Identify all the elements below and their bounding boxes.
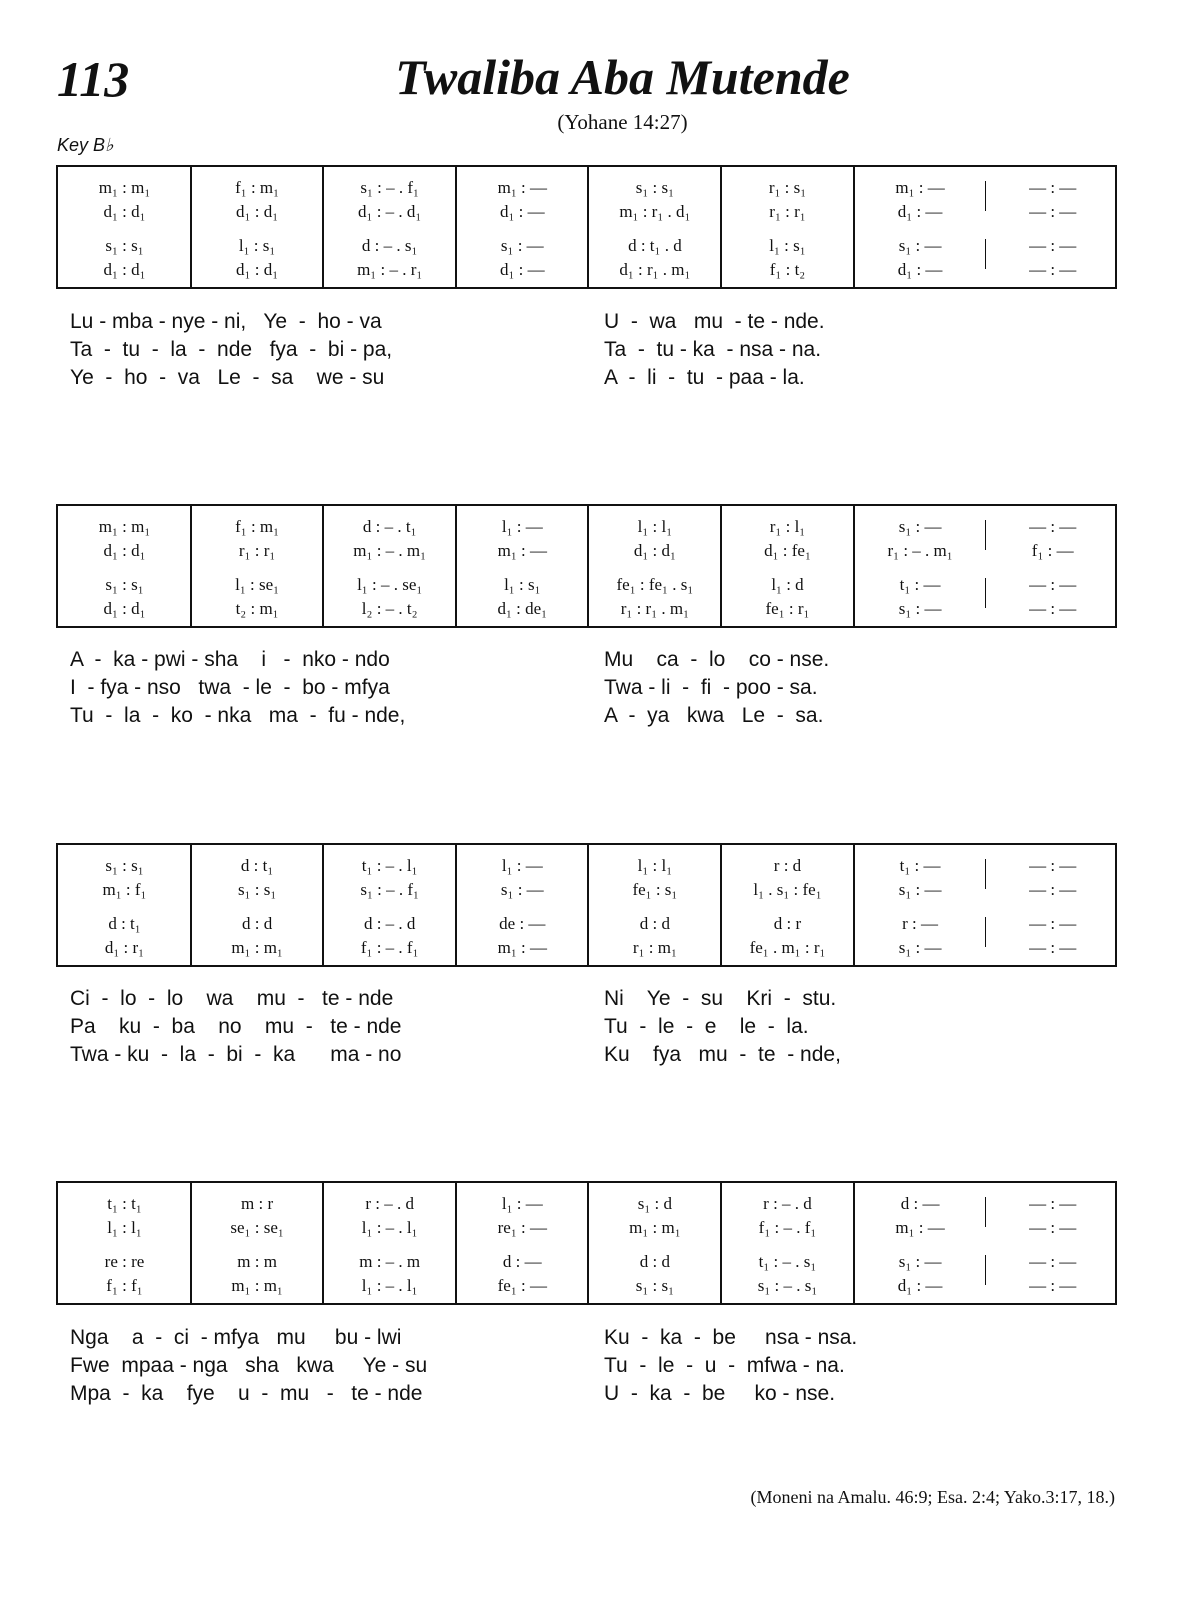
solfa-cell: l₁ : – . se₁: [357, 575, 423, 594]
solfa-cell: t₁ : —: [899, 856, 941, 875]
solfa-cell: fe₁ : fe₁ . s₁: [616, 575, 694, 594]
solfa-cell: — : —: [1029, 1218, 1077, 1237]
solfa-cell: m₁ : m₁: [98, 178, 151, 197]
solfa-cell: d₁ : r₁ . m₁: [619, 260, 691, 279]
solfa-cell: s₁ : s₁: [105, 575, 144, 594]
lyric-line: Ta - tu - ka - nsa - na.: [604, 338, 822, 361]
lyric-line: Twa - li - fi - poo - sa.: [604, 676, 818, 699]
lyric-line: Tu - le - e le - la.: [604, 1015, 809, 1038]
lyric-line: Ku - ka - be nsa - nsa.: [604, 1326, 858, 1349]
solfa-cell: fe₁ . m₁ : r₁: [749, 938, 826, 957]
solfa-cell: l₁ : s₁: [238, 236, 276, 255]
solfa-cell: r : – . d: [365, 1194, 414, 1213]
solfa-cell: m₁ : —: [895, 178, 945, 197]
solfa-cell: m₁ : r₁ . d₁: [619, 202, 691, 221]
solfa-cell: fe₁ : r₁: [765, 599, 810, 618]
solfa-cell: m₁ : m₁: [98, 517, 151, 536]
solfa-cell: s₁ : s₁: [635, 178, 675, 197]
solfa-cell: f₁ : m₁: [235, 178, 280, 197]
solfa-cell: m : m: [237, 1252, 277, 1271]
solfa-cell: t₁ : t₁: [107, 1194, 142, 1213]
solfa-cell: f₁ : —: [1031, 541, 1074, 560]
solfa-cell: l₁ : l₁: [107, 1218, 142, 1237]
solfa-cell: de : —: [499, 914, 546, 933]
solfa-cell: d : – . t₁: [362, 517, 417, 536]
solfa-cell: s₁ : —: [500, 880, 544, 899]
solfa-cell: s₁ : – . f₁: [360, 178, 419, 197]
solfa-cell: r : – . d: [763, 1194, 812, 1213]
solfa-cell: t₁ : – . s₁: [758, 1252, 817, 1271]
solfa-cell: d₁ : —: [897, 260, 943, 279]
solfa-cell: — : —: [1029, 938, 1077, 957]
solfa-cell: s₁ : s₁: [237, 880, 277, 899]
solfa-cell: re : re: [104, 1252, 145, 1271]
solfa-cell: d₁ : d₁: [103, 260, 146, 279]
solfa-cell: l₁ : —: [501, 856, 543, 875]
lyric-line: Ye - ho - va Le - sa we - su: [70, 366, 385, 389]
solfa-cell: m₁ : – . r₁: [357, 260, 423, 279]
lyric-line: Mu ca - lo co - nse.: [604, 648, 830, 671]
footnote: (Moneni na Amalu. 46:9; Esa. 2:4; Yako.3:17, 18.): [750, 1487, 1115, 1507]
solfa-cell: t₂ : m₁: [235, 599, 279, 618]
solfa-cell: m₁ : m₁: [231, 1276, 283, 1295]
lyric-line: Twa - ku - la - bi - ka ma - no: [70, 1043, 402, 1066]
lyric-line: A - ya kwa Le - sa.: [604, 704, 824, 727]
solfa-cell: d₁ : d₁: [103, 202, 146, 221]
solfa-cell: — : —: [1029, 1276, 1077, 1295]
solfa-cell: r : —: [902, 914, 939, 933]
solfa-cell: s₁ : d: [637, 1194, 673, 1213]
solfa-cell: fe₁ : —: [497, 1276, 547, 1295]
solfa-cell: — : —: [1029, 599, 1077, 618]
solfa-cell: t₁ : —: [899, 575, 941, 594]
lyric-line: A - ka - pwi - sha i - nko - ndo: [70, 648, 390, 671]
solfa-cell: d : —: [900, 1194, 940, 1213]
lyric-line: U - ka - be ko - nse.: [604, 1382, 836, 1405]
solfa-cell: s₁ : —: [898, 938, 942, 957]
solfa-cell: m₁ : m₁: [629, 1218, 681, 1237]
solfa-cell: — : —: [1029, 575, 1077, 594]
solfa-cell: d : d: [241, 914, 273, 933]
lyric-line: Tu - le - u - mfwa - na.: [604, 1354, 845, 1377]
solfa-cell: r₁ : s₁: [768, 178, 807, 197]
solfa-cell: d₁ : d₁: [103, 599, 146, 618]
solfa-cell: f₁ : – . f₁: [758, 1218, 817, 1237]
solfa-cell: d₁ : —: [897, 1276, 943, 1295]
lyric-line: Fwe mpaa - nga sha kwa Ye - su: [70, 1354, 428, 1377]
solfa-cell: — : —: [1029, 517, 1077, 536]
solfa-cell: l₁ : d: [771, 575, 804, 594]
solfa-cell: d₁ : d₁: [236, 202, 279, 221]
lyric-line: Pa ku - ba no mu - te - nde: [70, 1015, 402, 1038]
solfa-cell: l₁ : s₁: [769, 236, 806, 255]
solfa-cell: d : d: [639, 914, 670, 933]
solfa-cell: r₁ : – . m₁: [887, 541, 953, 560]
lyric-line: I - fya - nso twa - le - bo - mfya: [70, 676, 390, 699]
solfa-cell: d : —: [502, 1252, 542, 1271]
solfa-cell: l₂ : – . t₂: [361, 599, 418, 618]
lyric-line: Nga a - ci - mfya mu bu - lwi: [70, 1326, 402, 1349]
solfa-cell: d₁ : —: [499, 260, 545, 279]
solfa-cell: m₁ : —: [497, 178, 547, 197]
solfa-cell: d : t₁: [108, 914, 141, 933]
solfa-cell: l₁ . s₁ : fe₁: [753, 880, 822, 899]
solfa-cell: d₁ : – . d₁: [358, 202, 422, 221]
music-system: [56, 165, 1117, 289]
solfa-cell: m : – . m: [359, 1252, 421, 1271]
solfa-cell: m₁ : —: [895, 1218, 945, 1237]
music-system: [56, 1181, 1117, 1305]
solfa-cell: d₁ : r₁: [104, 938, 145, 957]
solfa-cell: r₁ : r₁: [238, 541, 276, 560]
solfa-cell: — : —: [1029, 236, 1077, 255]
solfa-cell: — : —: [1029, 260, 1077, 279]
solfa-cell: — : —: [1029, 1252, 1077, 1271]
music-system: [56, 843, 1117, 967]
solfa-cell: — : —: [1029, 880, 1077, 899]
solfa-cell: r₁ : r₁ . m₁: [620, 599, 690, 618]
solfa-cell: l₁ : —: [501, 517, 543, 536]
solfa-cell: s₁ : s₁: [105, 856, 144, 875]
solfa-cell: r : d: [773, 856, 802, 875]
solfa-cell: m₁ : – . m₁: [353, 541, 427, 560]
solfa-cell: d : d: [639, 1252, 670, 1271]
lyric-line: Ta - tu - la - nde fya - bi - pa,: [70, 338, 393, 361]
lyric-line: U - wa mu - te - nde.: [604, 310, 825, 333]
lyric-line: Ci - lo - lo wa mu - te - nde: [70, 987, 394, 1010]
solfa-cell: t₁ : – . l₁: [361, 856, 418, 875]
solfa-cell: l₁ : l₁: [637, 517, 673, 536]
solfa-cell: d : t₁: [240, 856, 274, 875]
solfa-cell: f₁ : – . f₁: [360, 938, 419, 957]
solfa-cell: l₁ : se₁: [235, 575, 280, 594]
solfa-cell: — : —: [1029, 1194, 1077, 1213]
solfa-cell: l₁ : s₁: [504, 575, 541, 594]
solfa-cell: s₁ : —: [500, 236, 544, 255]
solfa-cell: f₁ : m₁: [235, 517, 280, 536]
hymn-title: Twaliba Aba Mutende: [395, 49, 850, 105]
solfa-cell: m₁ : f₁: [102, 880, 147, 899]
solfa-cell: l₁ : l₁: [637, 856, 673, 875]
solfa-cell: se₁ : se₁: [230, 1218, 284, 1237]
lyric-line: Lu - mba - nye - ni, Ye - ho - va: [70, 310, 382, 333]
solfa-cell: d₁ : d₁: [633, 541, 676, 560]
solfa-cell: s₁ : —: [898, 236, 942, 255]
solfa-cell: l₁ : —: [501, 1194, 543, 1213]
solfa-cell: d : – . s₁: [361, 236, 418, 255]
lyric-line: Tu - la - ko - nka ma - fu - nde,: [70, 704, 406, 727]
key-signature: Key B♭: [57, 135, 114, 155]
solfa-cell: m : r: [241, 1194, 274, 1213]
hymn-number: 113: [57, 51, 130, 107]
solfa-cell: s₁ : s₁: [635, 1276, 675, 1295]
solfa-cell: d : r: [773, 914, 802, 933]
solfa-cell: re₁ : —: [497, 1218, 547, 1237]
solfa-cell: — : —: [1029, 914, 1077, 933]
solfa-cell: r₁ : l₁: [769, 517, 806, 536]
solfa-cell: s₁ : – . f₁: [360, 880, 419, 899]
solfa-cell: fe₁ : s₁: [632, 880, 678, 899]
solfa-cell: s₁ : —: [898, 599, 942, 618]
solfa-cell: d₁ : d₁: [236, 260, 279, 279]
solfa-cell: d₁ : de₁: [497, 599, 548, 618]
solfa-cell: s₁ : —: [898, 880, 942, 899]
lyric-line: Mpa - ka fye u - mu - te - nde: [70, 1382, 423, 1405]
solfa-cell: m₁ : —: [497, 938, 547, 957]
solfa-cell: d₁ : —: [499, 202, 545, 221]
solfa-cell: l₁ : – . l₁: [361, 1218, 418, 1237]
solfa-cell: m₁ : m₁: [231, 938, 283, 957]
solfa-cell: — : —: [1029, 178, 1077, 197]
solfa-cell: l₁ : – . l₁: [361, 1276, 418, 1295]
solfa-cell: f₁ : f₁: [106, 1276, 143, 1295]
solfa-cell: d₁ : —: [897, 202, 943, 221]
solfa-cell: s₁ : s₁: [105, 236, 144, 255]
solfa-cell: — : —: [1029, 856, 1077, 875]
solfa-cell: d₁ : d₁: [103, 541, 146, 560]
solfa-cell: — : —: [1029, 202, 1077, 221]
lyric-line: A - li - tu - paa - la.: [604, 366, 805, 389]
solfa-cell: f₁ : t₂: [769, 260, 806, 279]
music-system: [56, 504, 1117, 628]
solfa-cell: s₁ : – . s₁: [757, 1276, 818, 1295]
solfa-cell: s₁ : —: [898, 517, 942, 536]
solfa-cell: d : t₁ . d: [628, 236, 682, 255]
solfa-cell: s₁ : —: [898, 1252, 942, 1271]
solfa-cell: m₁ : —: [497, 541, 547, 560]
solfa-cell: d₁ : fe₁: [764, 541, 811, 560]
solfa-cell: r₁ : r₁: [769, 202, 806, 221]
lyric-line: Ku fya mu - te - nde,: [604, 1043, 841, 1066]
lyric-line: Ni Ye - su Kri - stu.: [604, 987, 837, 1010]
solfa-cell: d : – . d: [363, 914, 416, 933]
solfa-cell: r₁ : m₁: [632, 938, 677, 957]
scripture-reference: (Yohane 14:27): [557, 110, 688, 134]
